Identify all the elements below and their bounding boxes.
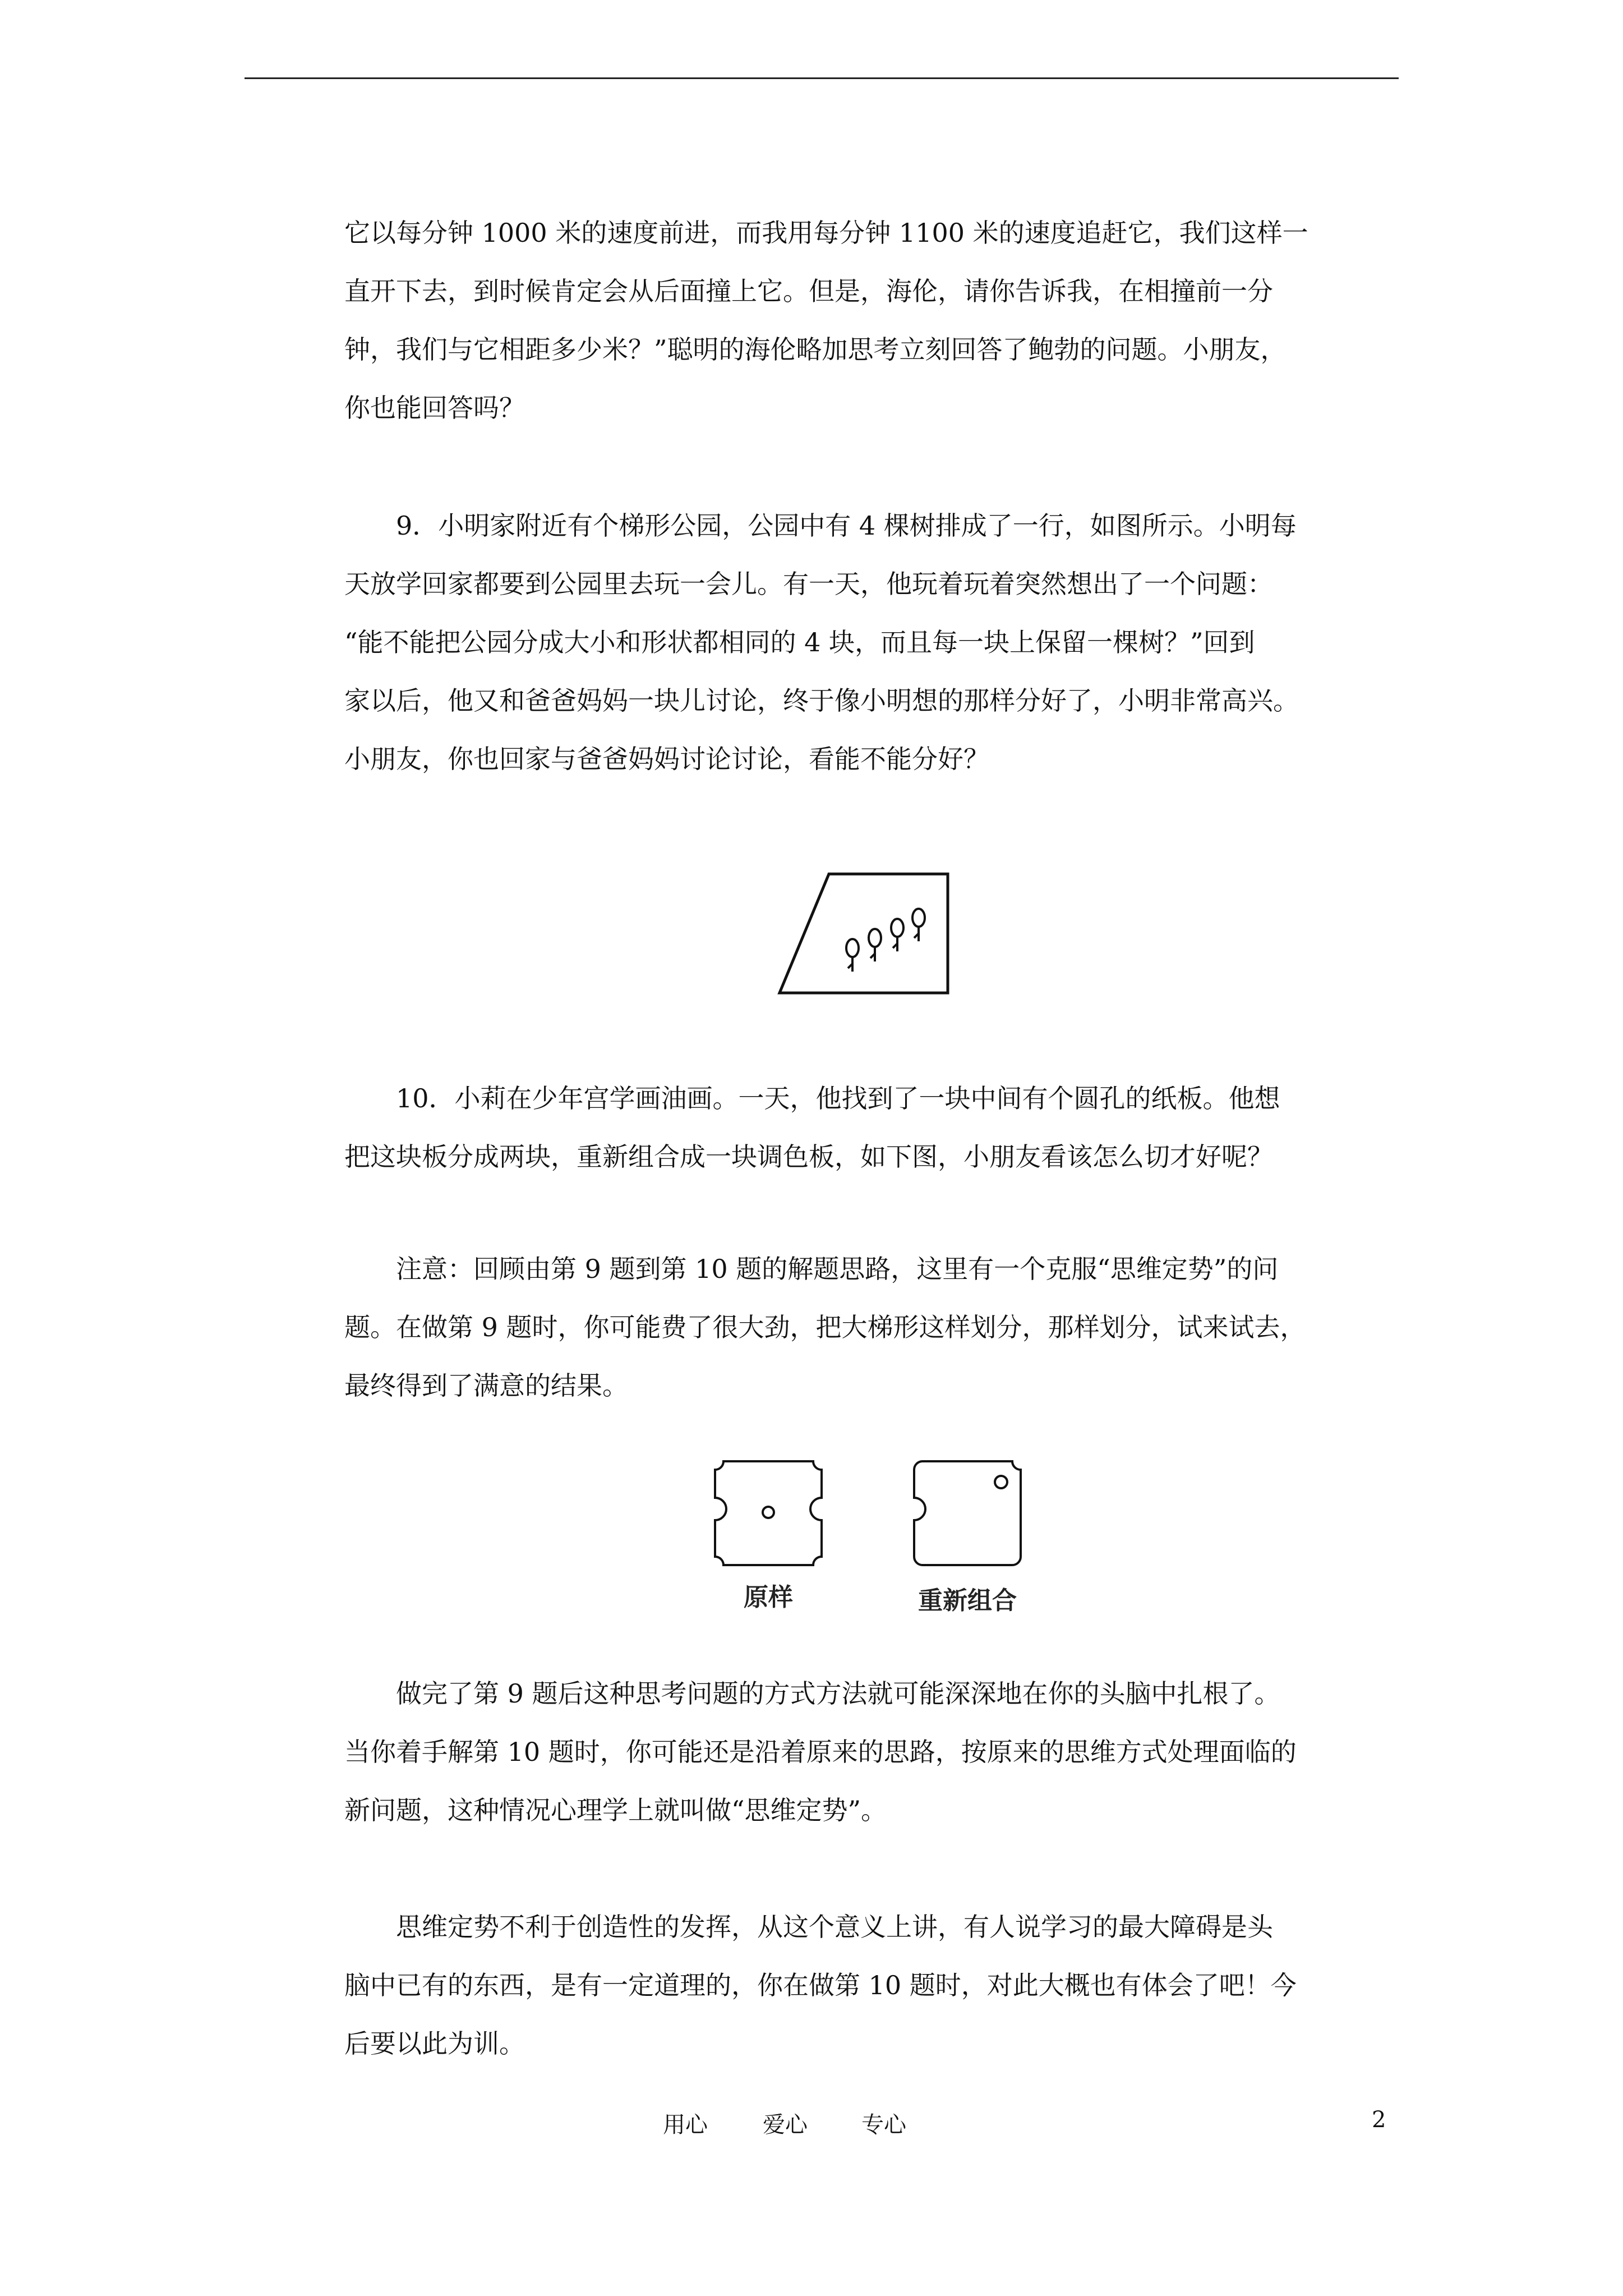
footer-motto-2: 爱心 [763,2112,808,2138]
palette-recombined-label: 重新组合 [918,1586,1017,1615]
text-line: 最终得到了满意的结果。 [344,1370,628,1401]
text-line: 题。在做第 9 题时，你可能费了很大劲，把大梯形这样划分，那样划分，试来试去， [344,1312,1306,1342]
text-line: 当你着手解第 10 题时，你可能还是沿着原来的思路，按原来的思维方式处理面临的 [344,1737,1297,1767]
text-line: 直开下去，到时候肯定会从后面撞上它。但是，海伦，请你告诉我，在相撞前一分 [344,276,1273,306]
text-line: 9．小明家附近有个梯形公园，公园中有 4 棵树排成了一行，如图所示。小明每 [396,510,1297,541]
paragraph-conclusion [344,1898,1399,2073]
footer-motto-3: 专心 [861,2112,906,2138]
tree-icon [891,919,903,951]
page-number: 2 [1372,2107,1386,2133]
trapezoid-outline [780,874,948,993]
paragraph-problem-9 [344,496,1399,788]
tree-icon [846,939,859,972]
text-line: 把这块板分成两块，重新组合成一块调色板，如下图，小朋友看该怎么切才好呢？ [344,1142,1273,1172]
text-line: 思维定势不利于创造性的发挥，从这个意义上讲，有人说学习的最大障碍是头 [396,1912,1273,1942]
palette-recombined-shape [914,1461,1021,1565]
tree-icon [912,909,925,941]
text-line: 它以每分钟 1000 米的速度前进，而我用每分钟 1100 米的速度追赶它，我们这样一 [344,218,1308,248]
palette-original-shape [715,1461,822,1565]
paragraph-problem-10 [344,1069,1399,1186]
footer-motto-1: 用心 [663,2112,708,2138]
text-line: 脑中已有的东西，是有一定道理的，你在做第 10 题时，对此大概也有体会了吧！今 [344,1970,1297,2000]
text-line: 新问题，这种情况心理学上就叫做“思维定势”。 [344,1795,887,1825]
text-line: “能不能把公园分成大小和形状都相同的 4 块，而且每一块上保留一棵树？”回到 [344,627,1255,657]
text-line: 钟，我们与它相距多少米？”聪明的海伦略加思考立刻回答了鲍勃的问题。小朋友， [344,334,1287,365]
text-line: 你也能回答吗？ [344,393,525,423]
paragraph-after-9 [344,1664,1399,1839]
text-line: 后要以此为训。 [344,2028,525,2059]
text-line: 天放学回家都要到公园里去玩一会儿。有一天，他玩着玩着突然想出了一个问题： [344,569,1273,599]
header-rule [245,77,1399,79]
paragraph-story-end [344,204,1399,437]
text-line: 家以后，他又和爸爸妈妈一块儿讨论，终于像小明想的那样分好了，小明非常高兴。 [344,685,1299,716]
paragraph-note [344,1240,1399,1415]
palette-original-label: 原样 [744,1583,793,1612]
text-line: 小朋友，你也回家与爸爸妈妈讨论讨论，看能不能分好？ [344,744,989,774]
text-line: 10．小莉在少年宫学画油画。一天，他找到了一块中间有个圆孔的纸板。他想 [396,1083,1280,1114]
text-line: 做完了第 9 题后这种思考问题的方式方法就可能深深地在你的头脑中扎根了。 [396,1678,1280,1709]
tree-icon [869,929,881,961]
trapezoid-park-figure [774,869,953,999]
palette-figure [707,1458,1054,1621]
text-line: 注意：回顾由第 9 题到第 10 题的解题思路，这里有一个克服“思维定势”的问 [396,1254,1279,1284]
